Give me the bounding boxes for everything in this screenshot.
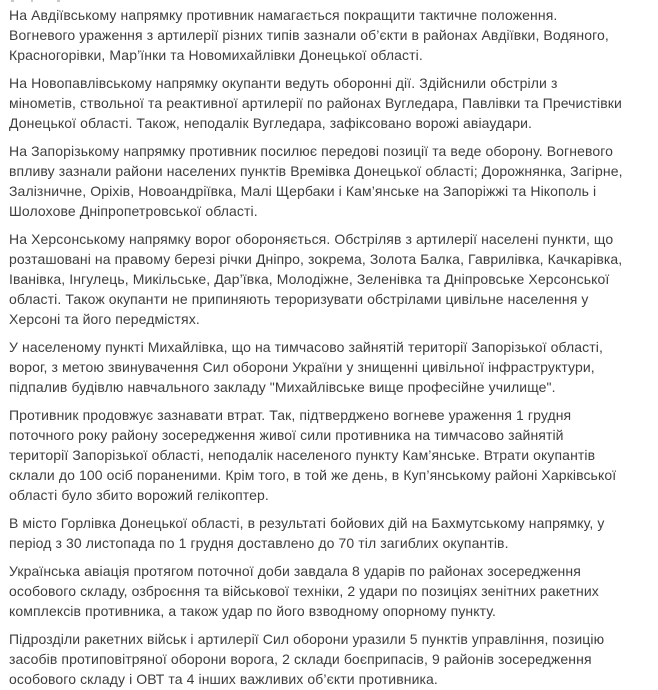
paragraph	[9, 513, 650, 553]
crop-artifact-dot	[57, 0, 60, 2]
text-line: особового складу, озброєння та військової техніки, 2 удари по позиціях зенітних ракетних	[9, 583, 599, 599]
paragraph	[9, 629, 650, 689]
text-line: Донецької області. Також, неподалік Вугледара, зафіксовано ворожі авіаудари.	[9, 115, 532, 131]
text-line: території Запорізької області, неподалік населеного пункту Кам’янське. Втрати окупантів	[9, 447, 596, 463]
paragraph	[9, 561, 650, 621]
paragraph	[9, 405, 650, 505]
text-line: комплексів противника, а також удар по його взводному опорному пункту.	[9, 603, 496, 619]
text-line: Шолохове Дніпропетровської області.	[9, 203, 258, 219]
text-line: підпалив будівлю навчального закладу "Михайлівське вище професійне училище".	[9, 379, 556, 395]
text-line: впливу зазнали райони населених пунктів Времівка Донецької області; Дорожнянка, Загірне,	[9, 163, 623, 179]
text-line: Іванівка, Інгулець, Микільське, Дар’ївка, Молодіжне, Зеленівка та Дніпровське Херсонської	[9, 271, 610, 287]
text-line: області було збито ворожий гелікоптер.	[9, 487, 269, 503]
text-line: На Новопавлівському напрямку окупанти ведуть оборонні дії. Здійснили обстріли з	[9, 75, 558, 91]
text-line: період з 30 листопада по 1 грудня доставлено до 70 тіл загиблих окупантів.	[9, 535, 509, 551]
text-line: На Запорізькому напрямку противник посилює передові позиції та веде оборону. Вогневого	[9, 143, 614, 159]
text-line: Херсоні та його передмістях.	[9, 311, 200, 327]
paragraph	[9, 5, 650, 65]
text-line: В місто Горлівка Донецької області, в результаті бойових дій на Бахмутському напрямку, у	[9, 515, 605, 531]
text-line: Вогневого ураження з артилерії різних типів зазнали об’єкти в районах Авдіївки, Водяного,	[9, 27, 609, 43]
crop-artifact-dot	[31, 0, 33, 2]
text-line: Противник продовжує зазнавати втрат. Так, підтверджено вогневе ураження 1 грудня	[9, 407, 572, 423]
paragraph	[9, 73, 650, 133]
text-line: Українська авіація протягом поточної доби завдала 8 ударів по районах зосередження	[9, 563, 581, 579]
text-line: поточного року району зосередження живої сили противника на тимчасово зайнятій	[9, 427, 564, 443]
text-line: Залізничне, Оріхів, Новоандріївка, Малі Щербаки і Кам’янське на Запоріжжі та Нікополь і	[9, 183, 597, 199]
text-line: засобів протиповітряної оборони ворога, 2 склади боєприпасів, 9 районів зосередження	[9, 651, 592, 667]
text-line: Підрозділи ракетних військ і артилерії Сил оборони уразили 5 пунктів управління, позицію	[9, 631, 605, 647]
text-line: ворог, з метою звинувачення Сил оборони України у знищенні цивільної інфраструктури,	[9, 359, 595, 375]
paragraph	[9, 229, 650, 329]
crop-artifact-dot	[11, 0, 14, 2]
text-line: особового складу і ОВТ та 4 інших важливих об’єкти противника.	[9, 671, 438, 687]
text-line: розташовані на правому березі річки Дніпро, зокрема, Золота Балка, Гаврилівка, Качкарівка,	[9, 251, 623, 267]
text-line: На Херсонському напрямку ворог обороняється. Обстріляв з артилерії населені пункти, що	[9, 231, 614, 247]
text-line: Красногорівки, Мар’їнки та Новомихайлівки Донецької області.	[9, 47, 423, 63]
text-line: області. Також окупанти не припиняють тероризувати обстрілами цивільне населення у	[9, 291, 589, 307]
text-line: мінометів, ствольної та реактивної артилерії по районах Вугледара, Павлівки та Пречистівки	[9, 95, 622, 111]
text-line: склали до 100 осіб пораненими. Крім того, в той же день, в Куп’янському районі Харківської	[9, 467, 617, 483]
text-line: На Авдіївському напрямку противник намагається покращити тактичне положення.	[9, 7, 558, 23]
text-line: У населеному пункті Михайлівка, що на тимчасово зайнятій території Запорізької області,	[9, 339, 603, 355]
paragraph	[9, 337, 650, 397]
paragraph	[9, 141, 650, 221]
